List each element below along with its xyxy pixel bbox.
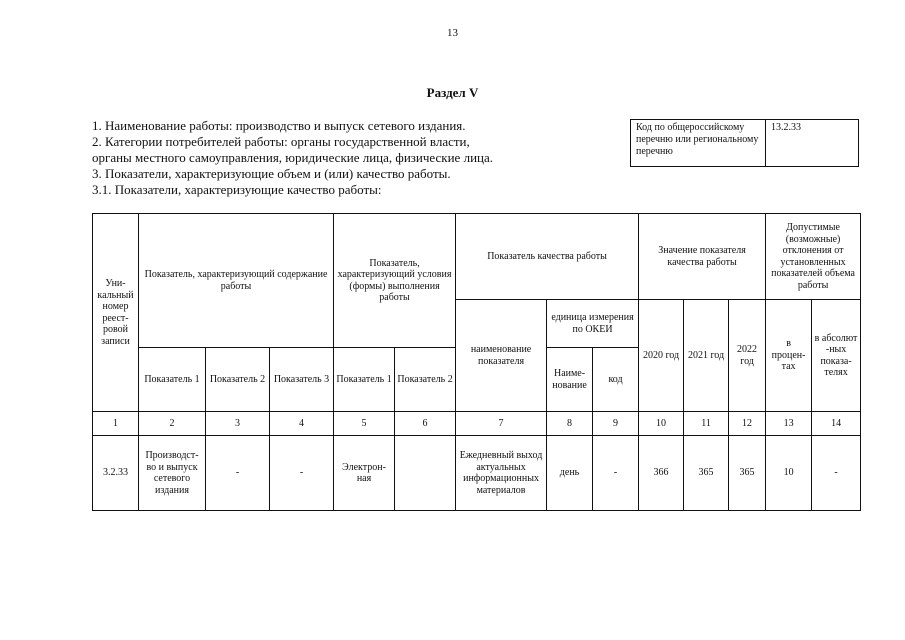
section-title: Раздел V [426, 85, 479, 100]
quality-indicators-line: 3.1. Показатели, характеризующие качество работы: [92, 182, 382, 197]
column-number: 12 [729, 412, 766, 436]
quality-indicators-table [92, 213, 861, 511]
registry-code-label: Код по общероссийскому перечню или региональному перечню [631, 120, 766, 166]
cell-registry-number: 3.2.33 [93, 436, 139, 511]
consumer-category-line: 2. Категории потребителей работы: органы государственной власти, [92, 134, 470, 149]
column-number: 4 [270, 412, 334, 436]
header-conditions-2: Показатель 2 [395, 348, 456, 412]
registry-code-value: 13.2.33 [771, 122, 801, 133]
header-year-2022: 2022 год [729, 300, 766, 412]
header-value-group: Значение показателя качества работы [639, 214, 766, 300]
header-quality-group: Показатель качества работы [456, 214, 639, 300]
cell-value-2021: 365 [684, 436, 729, 511]
header-unit-group: единица измерения по ОКЕИ [547, 300, 639, 348]
column-number-row [93, 412, 861, 436]
column-number: 8 [547, 412, 593, 436]
column-number: 7 [456, 412, 547, 436]
header-content-2: Показатель 2 [206, 348, 270, 412]
cell-unit-code: - [593, 436, 639, 511]
cell-unit-name: день [547, 436, 593, 511]
header-year-2021: 2021 год [684, 300, 729, 412]
column-number: 11 [684, 412, 729, 436]
page-number: 13 [447, 27, 458, 39]
header-conditions-1: Показатель 1 [334, 348, 395, 412]
indicators-line: 3. Показатели, характеризующие объем и (или) качество работы. [92, 166, 451, 181]
registry-code-box [630, 119, 859, 167]
column-number: 10 [639, 412, 684, 436]
header-content-1: Показатель 1 [139, 348, 206, 412]
header-content-3: Показатель 3 [270, 348, 334, 412]
header-deviation-group: Допустимые (возможные) отклонения от установленных показателей объема работы [766, 214, 861, 300]
column-number: 3 [206, 412, 270, 436]
header-conditions-group: Показатель, характеризующий условия (формы) выполнения работы [334, 214, 456, 348]
header-percent: в процен-тах [766, 300, 812, 412]
cell-content-1: Производст-во и выпуск сетевого издания [139, 436, 206, 511]
consumer-category-line-cont: органы местного самоуправления, юридические лица, физические лица. [92, 150, 494, 165]
column-number: 14 [812, 412, 861, 436]
header-content-group: Показатель, характеризующий содержание работы [139, 214, 334, 348]
cell-content-3: - [270, 436, 334, 511]
cell-value-2020: 366 [639, 436, 684, 511]
column-number: 2 [139, 412, 206, 436]
header-unit-name: Наиме-нование [547, 348, 593, 412]
header-indicator-name: наименование показателя [456, 300, 547, 412]
header-unique-number: Уни-кальный номер реест-ровой записи [93, 214, 139, 412]
cell-indicator-name: Ежедневный выход актуальных информационных материалов [456, 436, 547, 511]
column-number: 6 [395, 412, 456, 436]
column-number: 5 [334, 412, 395, 436]
cell-deviation-percent: 10 [766, 436, 812, 511]
column-number: 9 [593, 412, 639, 436]
header-absolute: в абсолют -ных показа-телях [812, 300, 861, 412]
header-year-2020: 2020 год [639, 300, 684, 412]
table-row [93, 436, 861, 511]
header-unit-code: код [593, 348, 639, 412]
work-name-line: 1. Наименование работы: производство и выпуск сетевого издания. [92, 118, 466, 133]
cell-conditions-2 [395, 436, 456, 511]
cell-content-2: - [206, 436, 270, 511]
column-number: 1 [93, 412, 139, 436]
cell-deviation-absolute: - [812, 436, 861, 511]
cell-value-2022: 365 [729, 436, 766, 511]
cell-conditions-1: Электрон-ная [334, 436, 395, 511]
column-number: 13 [766, 412, 812, 436]
